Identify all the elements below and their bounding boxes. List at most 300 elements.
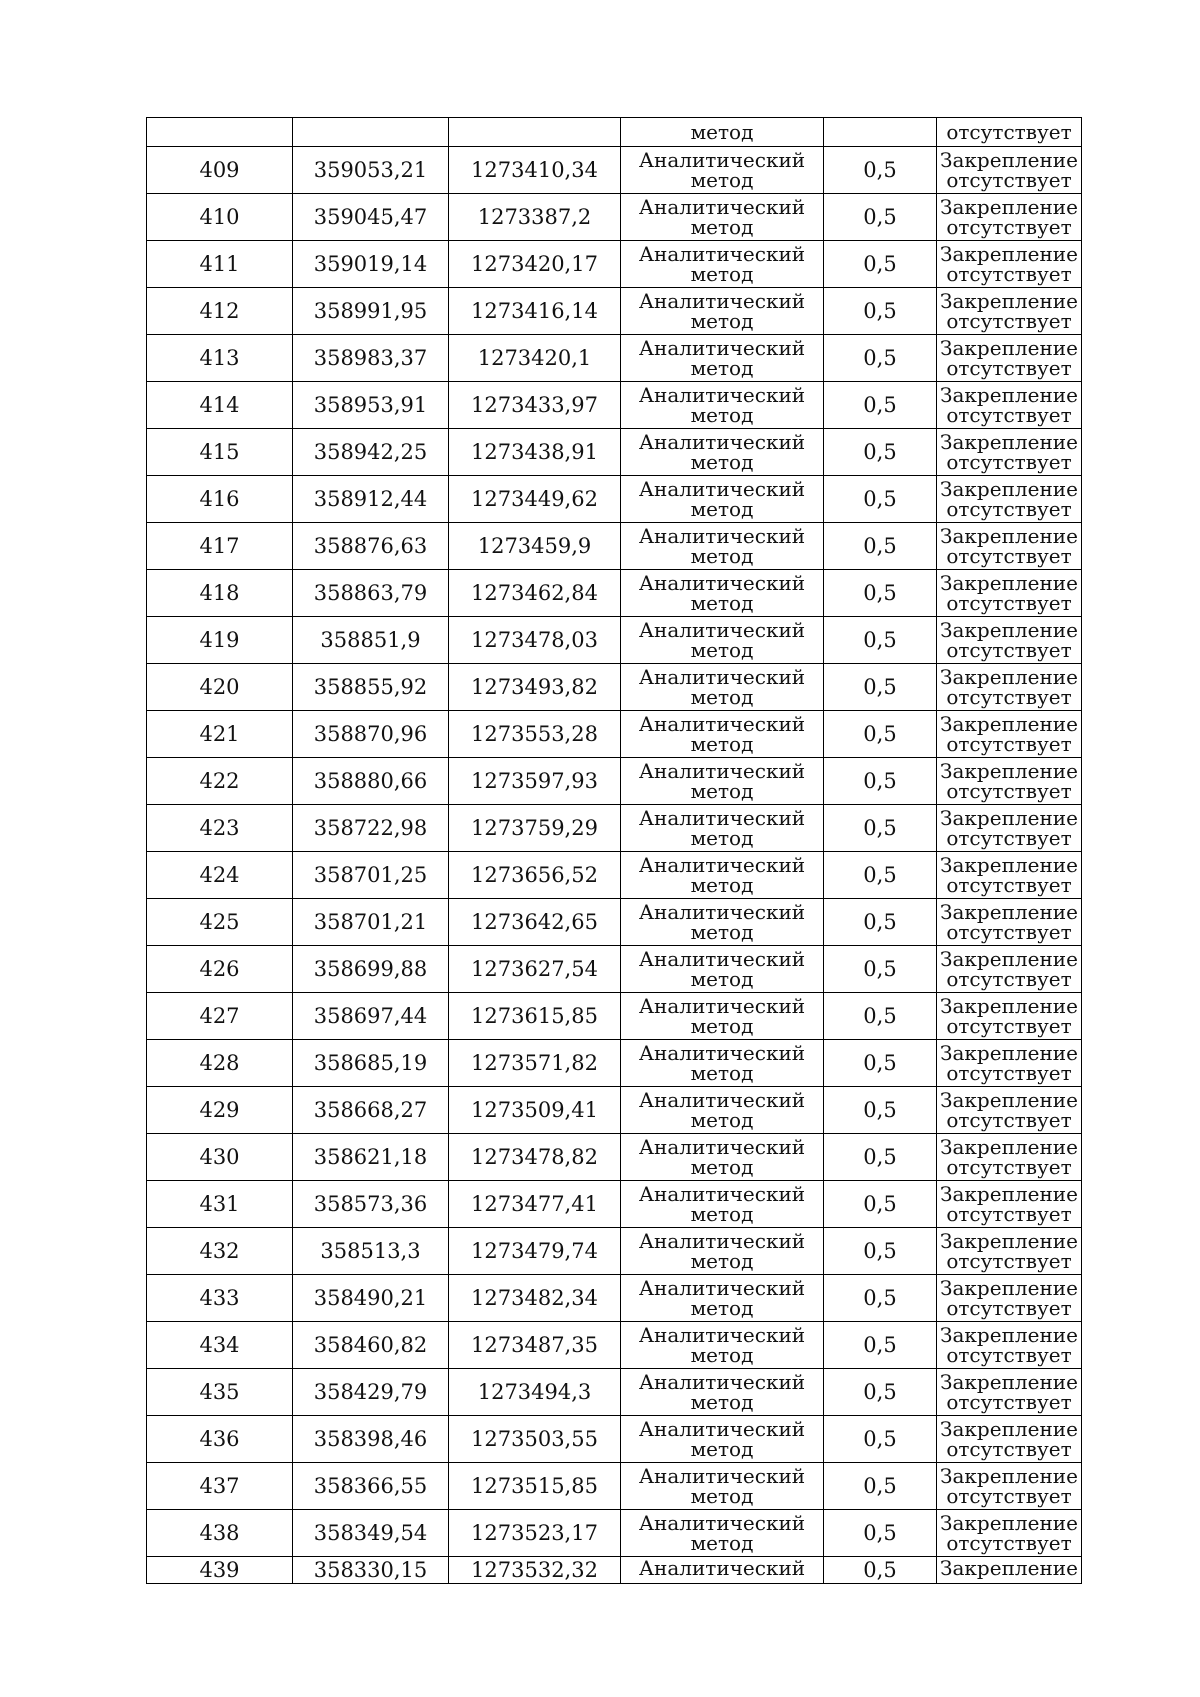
method-line-1: Аналитический [638,947,806,971]
point-number-cell: 421 [147,711,293,758]
fixing-line-2: отсутствует [946,262,1072,286]
fixing-cell [937,288,1082,335]
fixing-line-2: отсутствует [946,1437,1072,1461]
y-coordinate-cell: 1273494,3 [449,1369,621,1416]
fixing-line-2: отсутствует [946,1108,1072,1132]
accuracy-cell: 0,5 [824,805,937,852]
fixing-line-1: Закрепление [940,665,1078,689]
method-line-2: метод [690,1390,754,1414]
x-coordinate-text: 358330,15 [313,1558,428,1582]
method-line-1: Аналитический [638,430,806,454]
accuracy-cell [824,1557,937,1584]
y-coordinate-cell: 1273449,62 [449,476,621,523]
fixing-line-1: Закрепление [940,242,1078,266]
fixing-cell [937,570,1082,617]
x-coordinate-cell: 358621,18 [293,1134,449,1181]
x-coordinate-cell: 359045,47 [293,194,449,241]
point-number-cell: 433 [147,1275,293,1322]
point-number-cell: 437 [147,1463,293,1510]
fixing-cell [937,664,1082,711]
fixing-line-1: Закрепление [940,1182,1078,1206]
fixing-line-1: Закрепление [940,853,1078,877]
y-coordinate-cell: 1273615,85 [449,993,621,1040]
fixing-line-1: Закрепление [940,477,1078,501]
point-number-cell [147,1557,293,1584]
x-coordinate-cell: 358460,82 [293,1322,449,1369]
accuracy-cell: 0,5 [824,476,937,523]
method-cell [621,147,824,194]
y-coordinate-cell: 1273642,65 [449,899,621,946]
fixing-cell [937,1322,1082,1369]
accuracy-cell: 0,5 [824,1134,937,1181]
point-number-cell: 435 [147,1369,293,1416]
point-number-cell: 420 [147,664,293,711]
method-line-2: метод [690,1014,754,1038]
method-line-2: метод [690,638,754,662]
accuracy-cell: 0,5 [824,1369,937,1416]
fixing-line-1: Закрепление [940,1323,1078,1347]
y-coordinate-cell: 1273597,93 [449,758,621,805]
method-cell [621,118,824,147]
fixing-line-1: Закрепление [940,1229,1078,1253]
accuracy-cell: 0,5 [824,1040,937,1087]
method-line-2: метод [690,1108,754,1132]
table-row [147,1463,1082,1510]
method-line-1: Аналитический [638,1041,806,1065]
x-coordinate-cell: 358701,21 [293,899,449,946]
table-row-partial [147,1557,1082,1584]
fixing-cell [937,993,1082,1040]
y-coordinate-cell: 1273416,14 [449,288,621,335]
point-number-cell: 413 [147,335,293,382]
table-row [147,382,1082,429]
method-line-2: метод [690,873,754,897]
table-row [147,758,1082,805]
method-line-1: Аналитический [638,1229,806,1253]
method-line-2: метод [690,1296,754,1320]
x-coordinate-cell: 358573,36 [293,1181,449,1228]
method-cell [621,852,824,899]
method-cell [621,946,824,993]
fixing-cell [937,805,1082,852]
accuracy-cell: 0,5 [824,1181,937,1228]
y-coordinate-cell: 1273433,97 [449,382,621,429]
fixing-cell [937,1181,1082,1228]
x-coordinate-cell: 358983,37 [293,335,449,382]
table-row [147,570,1082,617]
accuracy-cell: 0,5 [824,1275,937,1322]
continued-row [147,118,1082,147]
fixing-line-2: отсутствует [946,638,1072,662]
point-number-cell: 438 [147,1510,293,1557]
empty-cell [824,118,937,147]
accuracy-cell: 0,5 [824,711,937,758]
x-coordinate-cell: 359053,21 [293,147,449,194]
method-line-1: Аналитический [638,712,806,736]
method-cell [621,1228,824,1275]
accuracy-cell: 0,5 [824,1322,937,1369]
fixing-line-1: Закрепление [940,994,1078,1018]
fixing-line-2: отсутствует [946,826,1072,850]
y-coordinate-text: 1273532,32 [471,1558,598,1582]
y-coordinate-cell: 1273459,9 [449,523,621,570]
x-coordinate-cell: 358991,95 [293,288,449,335]
method-line-1: Аналитический [638,1417,806,1441]
table-row [147,476,1082,523]
method-line-1: Аналитический [638,665,806,689]
point-number-cell: 428 [147,1040,293,1087]
table-row [147,946,1082,993]
accuracy-cell: 0,5 [824,993,937,1040]
accuracy-cell: 0,5 [824,241,937,288]
fixing-line-2: отсутствует [946,1202,1072,1226]
accuracy-cell: 0,5 [824,288,937,335]
method-cell [621,1275,824,1322]
fixing-cell [937,617,1082,664]
method-cell [621,617,824,664]
fixing-line-2: отсутствует [946,215,1072,239]
fixing-line-2: отсутствует [946,1390,1072,1414]
y-coordinate-cell: 1273478,82 [449,1134,621,1181]
method-line-1: Аналитический [638,1511,806,1535]
method-line-2: метод [690,262,754,286]
y-coordinate-cell: 1273420,17 [449,241,621,288]
method-cell [621,523,824,570]
fixing-cell [937,1369,1082,1416]
fixing-cell [937,1463,1082,1510]
accuracy-cell: 0,5 [824,852,937,899]
fixing-cell [937,1510,1082,1557]
fixing-cell [937,523,1082,570]
empty-cell [449,118,621,147]
method-line-1: Аналитический [638,1135,806,1159]
method-line-1: Аналитический [638,1088,806,1112]
method-cell [621,1087,824,1134]
x-coordinate-cell: 358366,55 [293,1463,449,1510]
point-number-cell: 418 [147,570,293,617]
fixing-line-1: Закрепление [940,1041,1078,1065]
point-number-cell: 412 [147,288,293,335]
table-row [147,1322,1082,1369]
fixing-line-1: Закрепление [940,947,1078,971]
method-line-1: Аналитический [638,994,806,1018]
accuracy-cell: 0,5 [824,1463,937,1510]
method-line-2: метод [690,403,754,427]
fixing-cell [937,1557,1082,1584]
fixing-line-2: отсутствует [946,1249,1072,1273]
point-number-cell: 424 [147,852,293,899]
table-row [147,288,1082,335]
fixing-line-2: отсутствует [946,450,1072,474]
y-coordinate-cell: 1273493,82 [449,664,621,711]
fixing-line-1: Закрепление [940,430,1078,454]
y-coordinate-cell: 1273420,1 [449,335,621,382]
point-number-cell: 426 [147,946,293,993]
point-number-cell: 419 [147,617,293,664]
empty-cell [147,118,293,147]
method-line-2: метод [690,1202,754,1226]
fixing-line-2: отсутствует [946,591,1072,615]
x-coordinate-cell: 358855,92 [293,664,449,711]
y-coordinate-cell: 1273478,03 [449,617,621,664]
method-line-2: метод [690,732,754,756]
fixing-cell [937,1040,1082,1087]
table-row [147,241,1082,288]
fixing-line-1: Закрепление [940,195,1078,219]
method-cell [621,476,824,523]
x-coordinate-cell: 358398,46 [293,1416,449,1463]
point-number-cell: 415 [147,429,293,476]
accuracy-cell: 0,5 [824,382,937,429]
method-line-2: метод [690,779,754,803]
y-coordinate-cell: 1273410,34 [449,147,621,194]
fixing-cell [937,1087,1082,1134]
method-line-1: Аналитический [638,1276,806,1300]
fixing-line-2: отсутствует [946,1014,1072,1038]
table-row [147,194,1082,241]
point-number-cell: 429 [147,1087,293,1134]
fixing-line-1: Закрепление [940,712,1078,736]
method-cell [621,993,824,1040]
method-cell [621,805,824,852]
fixing-line-1: Закрепление [940,1417,1078,1441]
point-number-cell: 422 [147,758,293,805]
method-cell [621,382,824,429]
fixing-line-1: Закрепление [940,289,1078,313]
x-coordinate-cell: 358429,79 [293,1369,449,1416]
method-line-2: метод [690,1437,754,1461]
method-cell [621,1322,824,1369]
fixing-line-2: отсутствует [946,1484,1072,1508]
method-line-1: Аналитический [638,242,806,266]
y-coordinate-cell: 1273487,35 [449,1322,621,1369]
method-line-2: метод [690,497,754,521]
method-line-1: Аналитический [638,900,806,924]
method-cell [621,1134,824,1181]
fixing-cell [937,852,1082,899]
accuracy-cell: 0,5 [824,570,937,617]
y-coordinate-cell: 1273656,52 [449,852,621,899]
fixing-cell [937,1228,1082,1275]
table-row [147,1087,1082,1134]
accuracy-cell: 0,5 [824,147,937,194]
fixing-cell [937,899,1082,946]
fixing-cell [937,758,1082,805]
fixing-cell [937,476,1082,523]
x-coordinate-cell: 358863,79 [293,570,449,617]
table-row [147,523,1082,570]
y-coordinate-cell: 1273515,85 [449,1463,621,1510]
method-line-2: метод [690,967,754,991]
method-line-1: Аналитический [638,806,806,830]
fixing-line-1: Закрепление [940,383,1078,407]
accuracy-cell: 0,5 [824,758,937,805]
point-number-cell: 425 [147,899,293,946]
y-coordinate-cell: 1273571,82 [449,1040,621,1087]
method-cell [621,1463,824,1510]
empty-cell [293,118,449,147]
method-cell [621,429,824,476]
table-row [147,805,1082,852]
table-row [147,664,1082,711]
method-cell [621,1040,824,1087]
fixing-line-2: отсутствует [946,732,1072,756]
point-number-cell: 436 [147,1416,293,1463]
method-line-1: Аналитический [638,1464,806,1488]
accuracy-cell: 0,5 [824,523,937,570]
coordinates-table [146,117,1082,1584]
fixing-cell [937,429,1082,476]
x-coordinate-cell: 358851,9 [293,617,449,664]
method-cell [621,758,824,805]
method-line-1: Аналитический [638,1370,806,1394]
method-line-2: метод [690,920,754,944]
x-coordinate-cell: 358880,66 [293,758,449,805]
method-line-1: Аналитический [638,759,806,783]
table-row [147,429,1082,476]
y-coordinate-cell: 1273523,17 [449,1510,621,1557]
y-coordinate-cell: 1273462,84 [449,570,621,617]
accuracy-cell: 0,5 [824,194,937,241]
y-coordinate-cell: 1273503,55 [449,1416,621,1463]
method-cell [621,711,824,758]
fixing-cell [937,1275,1082,1322]
method-line-2: метод [690,1343,754,1367]
fixing-line-2: отсутствует [946,873,1072,897]
fixing-line-2: отсутствует [946,1531,1072,1555]
table-row [147,147,1082,194]
point-number-cell: 416 [147,476,293,523]
point-number-text: 439 [199,1558,240,1582]
method-cell [621,241,824,288]
point-number-cell: 427 [147,993,293,1040]
coordinates-table-body [147,118,1082,1584]
table-row [147,1181,1082,1228]
table-row [147,1275,1082,1322]
fixing-line-2: отсутствует [946,779,1072,803]
method-cell [621,194,824,241]
point-number-cell: 411 [147,241,293,288]
x-coordinate-cell: 358701,25 [293,852,449,899]
point-number-cell: 430 [147,1134,293,1181]
accuracy-cell: 0,5 [824,429,937,476]
method-line-1: Аналитический [638,336,806,360]
table-row [147,1416,1082,1463]
fixing-cell [937,335,1082,382]
x-coordinate-cell [293,1557,449,1584]
fixing-line-2: отсутствует [946,1296,1072,1320]
fixing-line-1: Закрепление [940,148,1078,172]
fixing-line-2: отсутствует [946,1061,1072,1085]
method-line-1: Аналитический [638,571,806,595]
fixing-cell [937,382,1082,429]
method-line-1: Аналитический [638,148,806,172]
point-number-cell: 432 [147,1228,293,1275]
accuracy-cell: 0,5 [824,1416,937,1463]
method-line-2: метод [690,450,754,474]
table-row [147,993,1082,1040]
fixing-line-1: Закрепление [940,1370,1078,1394]
fixing-text: Закрепление [940,1558,1078,1580]
table-row [147,1228,1082,1275]
x-coordinate-cell: 358953,91 [293,382,449,429]
x-coordinate-cell: 358685,19 [293,1040,449,1087]
method-line-1: Аналитический [638,477,806,501]
method-line-2: метод [690,544,754,568]
fixing-line-1: Закрепление [940,1464,1078,1488]
method-line-2: метод [690,356,754,380]
method-line-1: Аналитический [638,289,806,313]
fixing-cell [937,1134,1082,1181]
fixing-line-1: Закрепление [940,524,1078,548]
method-line-2: метод [690,309,754,333]
method-line-1: Аналитический [638,383,806,407]
x-coordinate-cell: 358876,63 [293,523,449,570]
point-number-cell: 410 [147,194,293,241]
x-coordinate-cell: 358668,27 [293,1087,449,1134]
method-line-2: метод [690,215,754,239]
fixing-cell [937,241,1082,288]
fixing-cell [937,147,1082,194]
y-coordinate-cell: 1273553,28 [449,711,621,758]
fixing-cell [937,118,1082,147]
y-coordinate-cell: 1273479,74 [449,1228,621,1275]
fixing-line-1: Закрепление [940,759,1078,783]
table-row [147,1040,1082,1087]
method-cell [621,1557,824,1584]
point-number-cell: 431 [147,1181,293,1228]
fixing-line-2: отсутствует [946,544,1072,568]
method-line-2: метод [690,591,754,615]
fixing-line-2: отсутствует [946,1155,1072,1179]
fixing-line-1: Закрепление [940,571,1078,595]
fixing-line-2: отсутствует [946,1343,1072,1367]
method-line-2: метод [690,1484,754,1508]
table-row [147,899,1082,946]
y-coordinate-cell: 1273387,2 [449,194,621,241]
method-line-2: метод [690,1531,754,1555]
method-cell [621,1181,824,1228]
table-row [147,852,1082,899]
y-coordinate-cell: 1273509,41 [449,1087,621,1134]
accuracy-cell: 0,5 [824,899,937,946]
fixing-cell [937,1416,1082,1463]
y-coordinate-cell: 1273759,29 [449,805,621,852]
point-number-cell: 434 [147,1322,293,1369]
method-line-1: Аналитический [638,195,806,219]
fixing-text: отсутствует [946,120,1072,144]
fixing-line-2: отсутствует [946,920,1072,944]
fixing-cell [937,711,1082,758]
fixing-line-2: отсутствует [946,967,1072,991]
method-text: Аналитический [638,1558,806,1580]
x-coordinate-cell: 358942,25 [293,429,449,476]
point-number-cell: 417 [147,523,293,570]
y-coordinate-cell: 1273482,34 [449,1275,621,1322]
point-number-cell: 414 [147,382,293,429]
fixing-cell [937,194,1082,241]
method-cell [621,335,824,382]
fixing-line-1: Закрепление [940,336,1078,360]
method-cell [621,570,824,617]
fixing-line-2: отсутствует [946,309,1072,333]
method-cell [621,288,824,335]
fixing-line-1: Закрепление [940,1511,1078,1535]
accuracy-cell: 0,5 [824,1510,937,1557]
fixing-cell [937,946,1082,993]
fixing-line-2: отсутствует [946,168,1072,192]
x-coordinate-cell: 358697,44 [293,993,449,1040]
